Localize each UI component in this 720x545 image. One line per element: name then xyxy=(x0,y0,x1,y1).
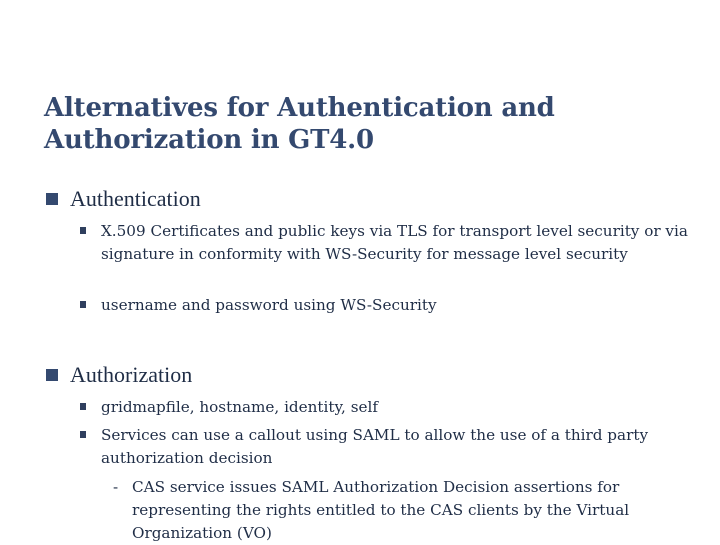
slide-title-line-2: Authorization in GT4.0 xyxy=(44,125,374,155)
section-heading-text: Authorization xyxy=(70,362,193,387)
list-item-text: username and password using WS-Security xyxy=(101,296,437,314)
list-item xyxy=(80,424,690,470)
section-heading-text: Authentication xyxy=(70,186,201,211)
slide-title xyxy=(44,92,684,156)
square-bullet-icon xyxy=(80,431,86,438)
square-bullet-icon xyxy=(80,301,86,308)
list-item xyxy=(80,294,690,317)
dash-bullet: - xyxy=(113,478,119,496)
square-bullet-icon xyxy=(80,227,86,234)
list-item xyxy=(80,396,690,419)
sub-list-item xyxy=(113,476,693,545)
square-bullet-icon xyxy=(80,403,86,410)
list-item xyxy=(80,220,690,266)
list-item-text: X.509 Certificates and public keys via TLS for transport level security or via signature in conformity with WS-Security for message level security xyxy=(101,222,688,263)
list-item-text: Services can use a callout using SAML to allow the use of a third party authorization decision xyxy=(101,426,649,467)
list-item-text: gridmapfile, hostname, identity, self xyxy=(101,398,378,416)
square-bullet-icon xyxy=(46,193,58,205)
sub-list-item-text: CAS service issues SAML Authorization Decision assertions for representing the rights entitled to the CAS clients by the Virtual Organization (VO) xyxy=(132,478,630,542)
square-bullet-icon xyxy=(46,369,58,381)
slide-title-line-1: Alternatives for Authentication and xyxy=(44,93,555,123)
